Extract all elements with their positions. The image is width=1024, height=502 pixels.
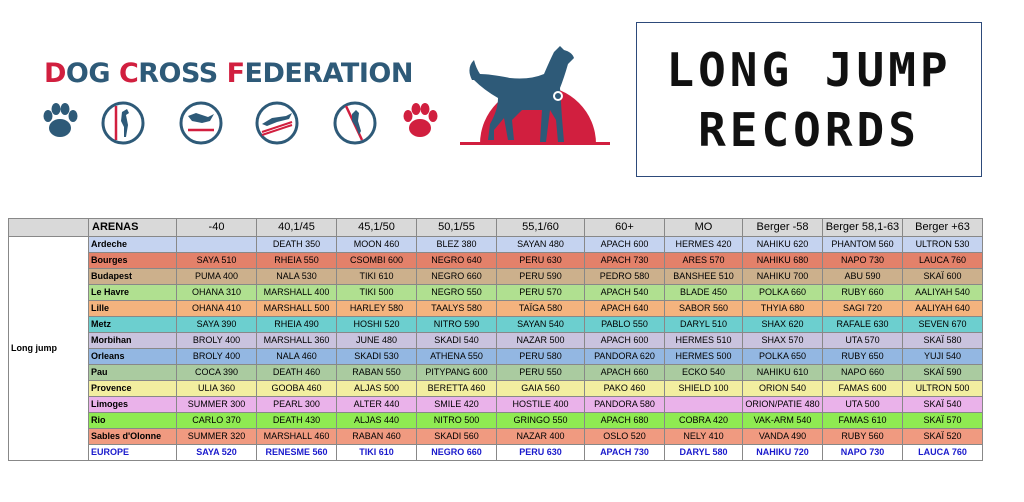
header-category: Berger -58 [743, 219, 823, 237]
record-cell: TIKI 500 [337, 285, 417, 301]
record-cell: UTA 570 [823, 333, 903, 349]
record-cell: MARSHALL 400 [257, 285, 337, 301]
table-row [9, 381, 983, 397]
record-cell: NEGRO 550 [417, 285, 497, 301]
record-cell: DEATH 350 [257, 237, 337, 253]
table-row [9, 301, 983, 317]
table-row [9, 413, 983, 429]
record-cell: PERU 630 [497, 445, 585, 461]
record-cell: ALJAS 500 [337, 381, 417, 397]
record-cell: RHEIA 550 [257, 253, 337, 269]
arena-name: EUROPE [89, 445, 177, 461]
dog-high-jump-icon [100, 100, 146, 146]
record-cell: NEGRO 660 [417, 445, 497, 461]
record-cell: MARSHALL 360 [257, 333, 337, 349]
table-row [9, 349, 983, 365]
table-row [9, 317, 983, 333]
record-cell: ATHENA 550 [417, 349, 497, 365]
record-cell: APACH 680 [585, 413, 665, 429]
record-cell: SKAÏ 540 [903, 397, 983, 413]
record-cell: SABOR 560 [665, 301, 743, 317]
record-cell: POLKA 650 [743, 349, 823, 365]
record-cell: TAALYS 580 [417, 301, 497, 317]
header-category: 55,1/60 [497, 219, 585, 237]
record-cell: SKAÏ 570 [903, 413, 983, 429]
record-cell: NALA 530 [257, 269, 337, 285]
record-cell: ORION 540 [743, 381, 823, 397]
record-cell: RUBY 650 [823, 349, 903, 365]
record-cell: HERMES 500 [665, 349, 743, 365]
record-cell: GOOBA 460 [257, 381, 337, 397]
logo-text-part: ROSS [138, 58, 227, 89]
record-cell: NAZAR 500 [497, 333, 585, 349]
record-cell: NALA 460 [257, 349, 337, 365]
record-cell: YUJI 540 [903, 349, 983, 365]
arena-name: Morbihan [89, 333, 177, 349]
record-cell: NELY 410 [665, 429, 743, 445]
record-cell: COBRA 420 [665, 413, 743, 429]
record-cell: SKAÏ 590 [903, 365, 983, 381]
header-category: 45,1/50 [337, 219, 417, 237]
record-cell: SHIELD 100 [665, 381, 743, 397]
record-cell: PANDORA 580 [585, 397, 665, 413]
record-cell: NEGRO 660 [417, 269, 497, 285]
record-cell: COCA 390 [177, 365, 257, 381]
record-cell: APACH 600 [585, 237, 665, 253]
arena-name: Orleans [89, 349, 177, 365]
header-category: Berger 58,1-63 [823, 219, 903, 237]
record-cell: APACH 640 [585, 301, 665, 317]
record-cell: SKAÏ 600 [903, 269, 983, 285]
arena-name: Limoges [89, 397, 177, 413]
record-cell: HOSHI 520 [337, 317, 417, 333]
record-cell: LAUCA 760 [903, 253, 983, 269]
record-cell: GRINGO 550 [497, 413, 585, 429]
record-cell: APACH 660 [585, 365, 665, 381]
table-row [9, 237, 983, 253]
record-cell: DEATH 430 [257, 413, 337, 429]
dog-long-jump-icon [254, 100, 300, 146]
record-cell: RUBY 660 [823, 285, 903, 301]
record-cell: SHAX 620 [743, 317, 823, 333]
record-cell: ORION/PATIE 480 [743, 397, 823, 413]
record-cell: POLKA 660 [743, 285, 823, 301]
title-line-1: LONG JUMP [666, 42, 952, 97]
record-cell: NAHIKU 720 [743, 445, 823, 461]
record-cell [665, 397, 743, 413]
record-cell: BLEZ 380 [417, 237, 497, 253]
table-row [9, 365, 983, 381]
record-cell: SKAÏ 580 [903, 333, 983, 349]
record-cell: BROLY 400 [177, 349, 257, 365]
record-cell: BERETTA 460 [417, 381, 497, 397]
dog-mascot-icon [450, 42, 610, 152]
paw-icon [400, 100, 440, 142]
dog-hurdle-icon [178, 100, 224, 146]
record-cell: MARSHALL 460 [257, 429, 337, 445]
record-cell: RENESME 560 [257, 445, 337, 461]
table-row [9, 333, 983, 349]
record-cell: PANDORA 620 [585, 349, 665, 365]
record-cell: PUMA 400 [177, 269, 257, 285]
record-cell: PEARL 300 [257, 397, 337, 413]
header-arenas: ARENAS [89, 219, 177, 237]
record-cell [177, 237, 257, 253]
record-cell: CSOMBI 600 [337, 253, 417, 269]
header-category: 50,1/55 [417, 219, 497, 237]
record-cell: BANSHEE 510 [665, 269, 743, 285]
event-label: Long jump [9, 237, 89, 461]
record-cell: PAKO 460 [585, 381, 665, 397]
header-category: 40,1/45 [257, 219, 337, 237]
record-cell: HARLEY 580 [337, 301, 417, 317]
record-cell: GAIA 560 [497, 381, 585, 397]
record-cell: OHANA 410 [177, 301, 257, 317]
record-cell: RHEIA 490 [257, 317, 337, 333]
record-cell: ALJAS 440 [337, 413, 417, 429]
record-cell: SMILE 420 [417, 397, 497, 413]
dog-pole-jump-icon [332, 100, 378, 146]
record-cell: ULIA 360 [177, 381, 257, 397]
record-cell: DARYL 580 [665, 445, 743, 461]
arena-name: Lille [89, 301, 177, 317]
record-cell: NAHIKU 700 [743, 269, 823, 285]
table-row [9, 269, 983, 285]
header-category: -40 [177, 219, 257, 237]
record-cell: RABAN 550 [337, 365, 417, 381]
record-cell: SEVEN 670 [903, 317, 983, 333]
record-cell: SAYAN 540 [497, 317, 585, 333]
record-cell: NITRO 590 [417, 317, 497, 333]
record-cell: UTA 500 [823, 397, 903, 413]
record-cell: BLADE 450 [665, 285, 743, 301]
arena-name: Sables d'Olonne [89, 429, 177, 445]
table-header-row [9, 219, 983, 237]
record-cell: DEATH 460 [257, 365, 337, 381]
record-cell: ARES 570 [665, 253, 743, 269]
record-cell: SKAÏ 520 [903, 429, 983, 445]
header-corner [9, 219, 89, 237]
record-cell: ALTER 440 [337, 397, 417, 413]
record-cell: APACH 730 [585, 253, 665, 269]
record-cell: TIKI 610 [337, 445, 417, 461]
record-cell: NEGRO 640 [417, 253, 497, 269]
table-row [9, 397, 983, 413]
record-cell: NITRO 500 [417, 413, 497, 429]
record-cell: PERU 590 [497, 269, 585, 285]
header-category: 60+ [585, 219, 665, 237]
arena-name: Metz [89, 317, 177, 333]
logo-text-part: C [118, 58, 139, 89]
record-cell: PHANTOM 560 [823, 237, 903, 253]
table-row [9, 429, 983, 445]
record-cell: SAYA 520 [177, 445, 257, 461]
record-cell: TAÏGA 580 [497, 301, 585, 317]
federation-name [44, 58, 413, 89]
record-cell: SHAX 570 [743, 333, 823, 349]
record-cell: SUMMER 300 [177, 397, 257, 413]
record-cell: PERU 550 [497, 365, 585, 381]
record-cell: HOSTILE 400 [497, 397, 585, 413]
record-cell: RAFALE 630 [823, 317, 903, 333]
record-cell: DARYL 510 [665, 317, 743, 333]
record-cell: MOON 460 [337, 237, 417, 253]
record-cell: PERU 570 [497, 285, 585, 301]
record-cell: AALIYAH 540 [903, 285, 983, 301]
record-cell: PERU 630 [497, 253, 585, 269]
header-category: Berger +63 [903, 219, 983, 237]
arena-name: Ardeche [89, 237, 177, 253]
record-cell: SAYA 390 [177, 317, 257, 333]
arena-name: Budapest [89, 269, 177, 285]
record-cell: ECKO 540 [665, 365, 743, 381]
record-cell: HERMES 510 [665, 333, 743, 349]
discipline-icons [40, 100, 440, 150]
record-cell: SAYAN 480 [497, 237, 585, 253]
record-cell: OHANA 310 [177, 285, 257, 301]
record-cell: PABLO 550 [585, 317, 665, 333]
record-cell: ULTRON 530 [903, 237, 983, 253]
record-cell: NAPO 730 [823, 445, 903, 461]
record-cell: PITYPANG 600 [417, 365, 497, 381]
table-row [9, 285, 983, 301]
table-row [9, 253, 983, 269]
europe-record-row [9, 445, 983, 461]
arena-name: Rio [89, 413, 177, 429]
record-cell: NAHIKU 680 [743, 253, 823, 269]
record-cell: PERU 580 [497, 349, 585, 365]
paw-icon [40, 100, 80, 142]
record-cell: NAHIKU 610 [743, 365, 823, 381]
record-cell: JUNE 480 [337, 333, 417, 349]
arena-name: Bourges [89, 253, 177, 269]
record-cell: SAYA 510 [177, 253, 257, 269]
record-cell: NAPO 660 [823, 365, 903, 381]
record-cell: TIKI 610 [337, 269, 417, 285]
logo-text-part: EDERATION [244, 58, 413, 89]
record-cell: APACH 600 [585, 333, 665, 349]
record-cell: SKADI 530 [337, 349, 417, 365]
logo-text-part: F [226, 58, 245, 89]
record-cell: PEDRO 580 [585, 269, 665, 285]
record-cell: VANDA 490 [743, 429, 823, 445]
record-cell: RABAN 460 [337, 429, 417, 445]
record-cell: OSLO 520 [585, 429, 665, 445]
record-cell: RUBY 560 [823, 429, 903, 445]
record-cell: THYIA 680 [743, 301, 823, 317]
record-cell: SAGI 720 [823, 301, 903, 317]
record-cell: FAMAS 600 [823, 381, 903, 397]
record-cell: VAK-ARM 540 [743, 413, 823, 429]
record-cell: ABU 590 [823, 269, 903, 285]
arena-name: Provence [89, 381, 177, 397]
logo-text-part: D [44, 58, 66, 89]
record-cell: AALIYAH 640 [903, 301, 983, 317]
record-cell: LAUCA 760 [903, 445, 983, 461]
record-cell: MARSHALL 500 [257, 301, 337, 317]
title-line-2: RECORDS [698, 102, 920, 157]
page-title [636, 22, 982, 177]
record-cell: ULTRON 500 [903, 381, 983, 397]
record-cell: SKADI 560 [417, 429, 497, 445]
record-cell: BROLY 400 [177, 333, 257, 349]
logo-text-part: OG [65, 58, 119, 89]
record-cell: NAZAR 400 [497, 429, 585, 445]
record-cell: NAPO 730 [823, 253, 903, 269]
arena-name: Pau [89, 365, 177, 381]
record-cell: NAHIKU 620 [743, 237, 823, 253]
record-cell: HERMES 420 [665, 237, 743, 253]
record-cell: SKADI 540 [417, 333, 497, 349]
record-cell: FAMAS 610 [823, 413, 903, 429]
records-table [8, 218, 983, 461]
arena-name: Le Havre [89, 285, 177, 301]
record-cell: CARLO 370 [177, 413, 257, 429]
record-cell: APACH 540 [585, 285, 665, 301]
record-cell: SUMMER 320 [177, 429, 257, 445]
header-category: MO [665, 219, 743, 237]
record-cell: APACH 730 [585, 445, 665, 461]
